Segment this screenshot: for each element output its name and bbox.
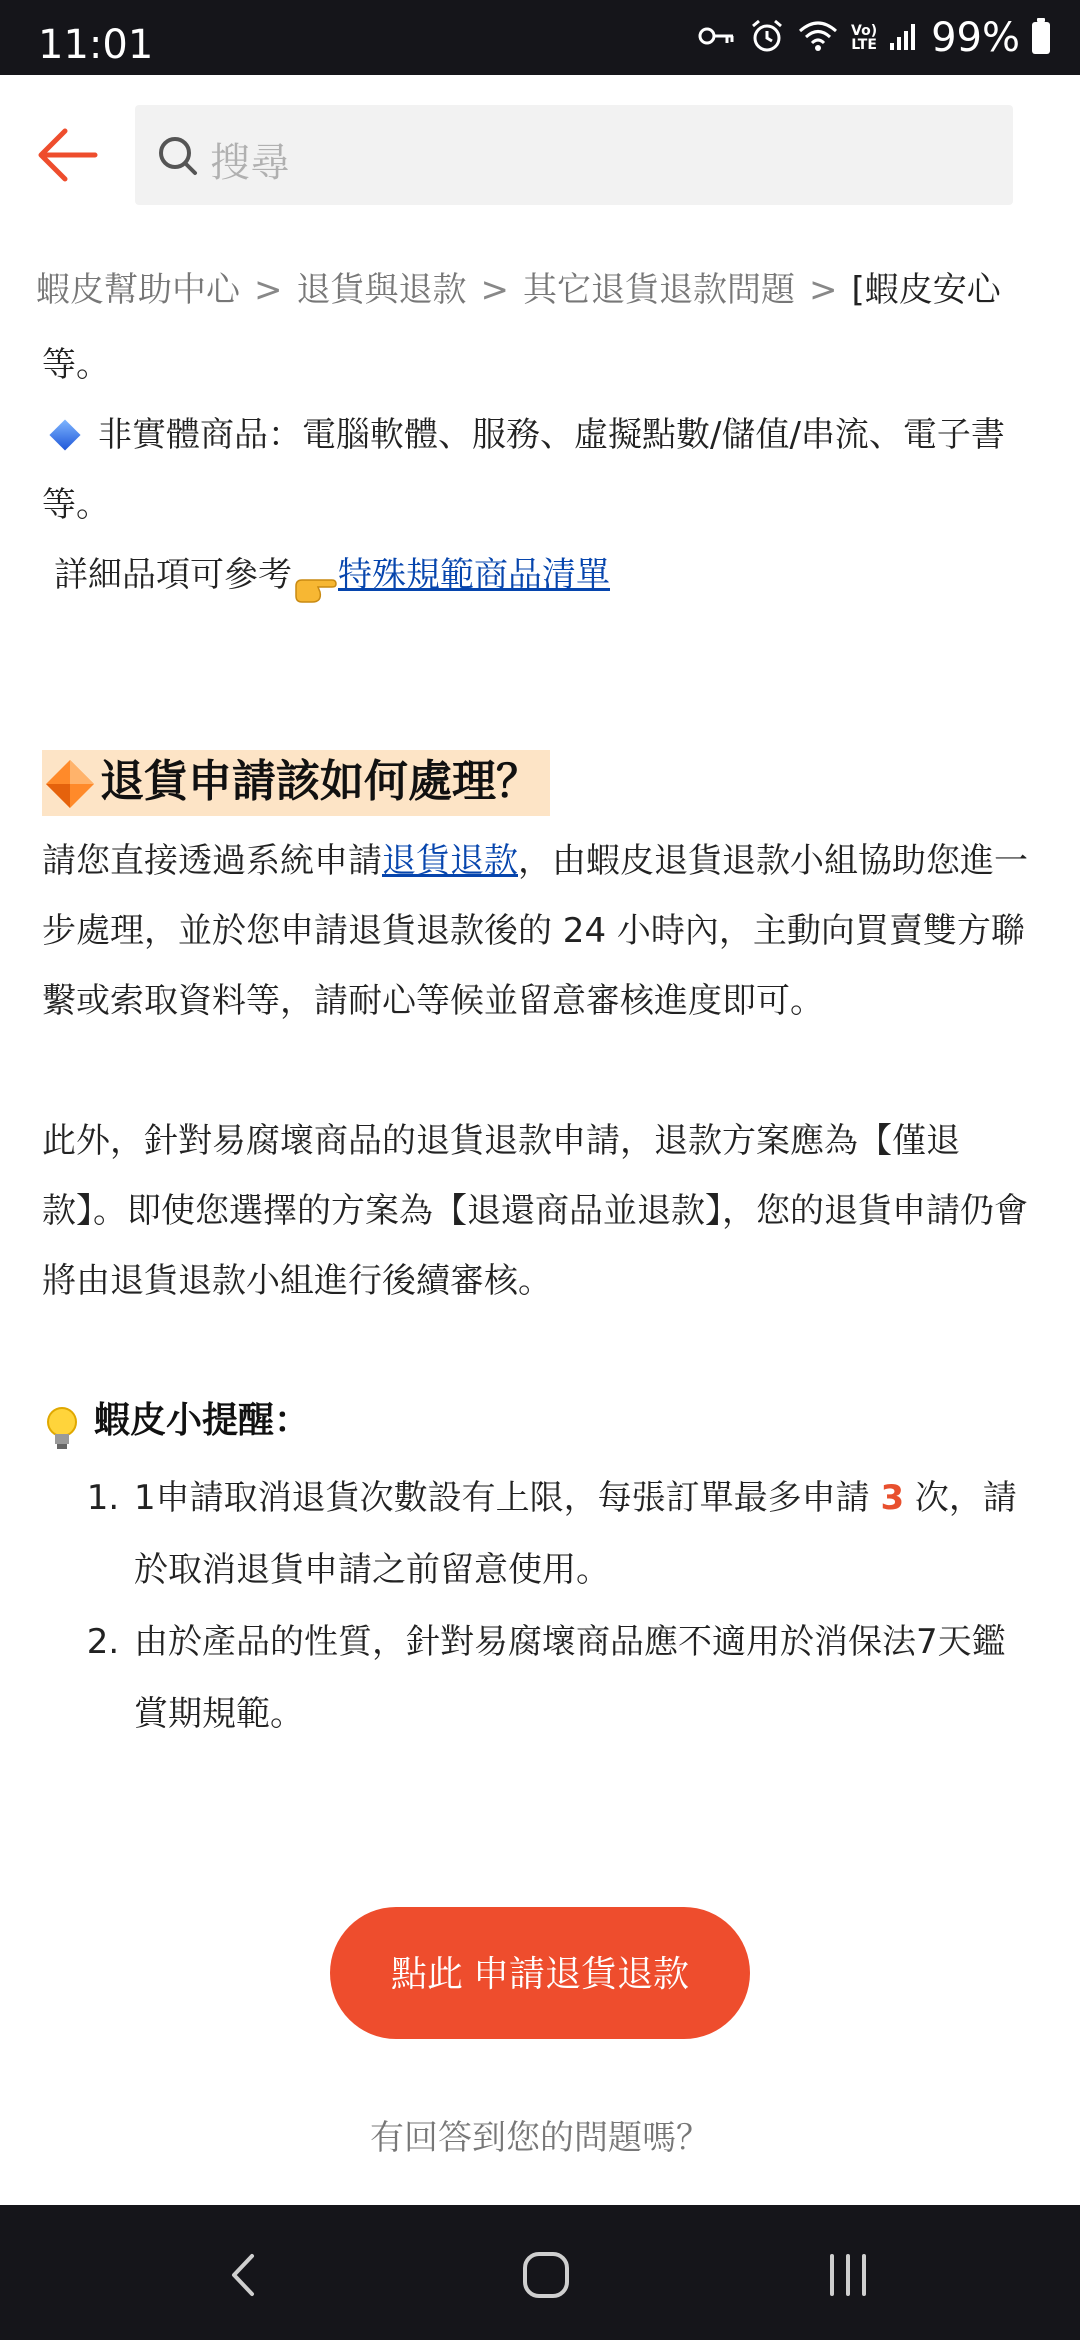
key-icon [697,21,737,55]
breadcrumb-item-returns[interactable]: 退貨與退款 [296,270,467,310]
section-heading [42,750,1032,816]
blue-diamond-icon [49,419,80,450]
search-input[interactable] [135,105,1013,205]
search-icon [157,135,199,177]
tips-heading [42,1386,1032,1462]
tip1-limit-number: 3 [880,1478,905,1518]
breadcrumb-item-help-center[interactable]: 蝦皮幫助中心 [36,270,240,310]
apply-return-refund-button[interactable]: 點此 申請退貨退款 [330,1907,750,2039]
feedback-question: 有回答到您的問題嗎？ [370,2118,710,2158]
paragraph-perishable: 此外，針對易腐壞商品的退貨退款申請，退款方案應為【僅退款】。即使您選擇的方案為【退還商品並退款】，您的退貨申請仍會將由退貨退款小組進行後續審核。 [42,1121,1028,1301]
article-content [42,330,1032,1750]
list-item [130,1462,1032,1606]
battery-percent: 99% [931,15,1020,61]
wifi-icon [797,19,839,57]
breadcrumb-separator: > [480,270,509,310]
system-nav-bar [0,2205,1080,2340]
battery-icon [1032,22,1050,54]
breadcrumb [36,262,1080,322]
status-bar [0,0,1080,75]
nav-back-icon[interactable] [216,2250,276,2300]
status-time: 11:01 [38,22,154,68]
header [0,75,1080,235]
return-refund-link[interactable]: 退貨退款 [382,841,518,881]
orange-diamond-icon [42,756,98,812]
text-line: 等。 [42,345,110,385]
breadcrumb-item-current: [蝦皮安心 [851,270,1001,310]
reference-prefix: 詳細品項可參考 [54,555,292,595]
tips-list [42,1462,1032,1750]
tip1-text-before: 1申請取消退貨次數設有上限，每張訂單最多申請 [134,1478,881,1518]
spacer [42,1316,1032,1386]
spacer [42,1036,1032,1106]
nav-home-icon[interactable] [516,2250,576,2300]
back-arrow-icon[interactable] [35,125,105,185]
tip2-text: 由於產品的性質，針對易腐壞商品應不適用於消保法7天鑑賞期規範。 [134,1622,1006,1734]
special-goods-list-link[interactable]: 特殊規範商品清單 [338,555,610,595]
breadcrumb-separator: > [254,270,283,310]
volte-lte-icon [851,24,877,52]
status-icons [697,15,1050,61]
tips-title: 蝦皮小提醒： [94,1400,311,1441]
breadcrumb-item-other-returns[interactable]: 其它退貨退款問題 [523,270,795,310]
paragraph-apply [42,826,1032,1036]
pointing-hand-icon [292,560,338,594]
alarm-icon [749,18,785,58]
para1-text-after: ，由蝦皮退貨退款小組協助您進一步處理，並於您申請退貨退款後的 24 小時內，主動向買賣雙方聯繫或索取資料等，請耐心等候並留意審核進度即可。 [42,841,1028,1021]
section-title: 退貨申請該如何處理？ [100,756,540,807]
list-item [130,1606,1032,1750]
signal-icon [889,21,919,55]
para1-text-before: 請您直接透過系統申請 [42,841,382,881]
reference-line [42,540,1032,610]
section-title-highlight [42,750,550,816]
volte-label: Vo) [851,23,878,39]
lightbulb-icon [42,1404,82,1452]
non-physical-item [42,400,1032,540]
spacer [42,610,1032,750]
tip1-text-after: 次，請於取消退貨申請之前留意使用。 [134,1478,1017,1590]
nav-recents-icon[interactable] [818,2250,878,2300]
search-placeholder: 搜尋 [210,140,290,186]
non-physical-text: 非實體商品：電腦軟體、服務、虛擬點數/儲值/串流、電子書等。 [42,415,1005,525]
breadcrumb-separator: > [809,270,838,310]
lte-label: LTE [851,37,877,53]
